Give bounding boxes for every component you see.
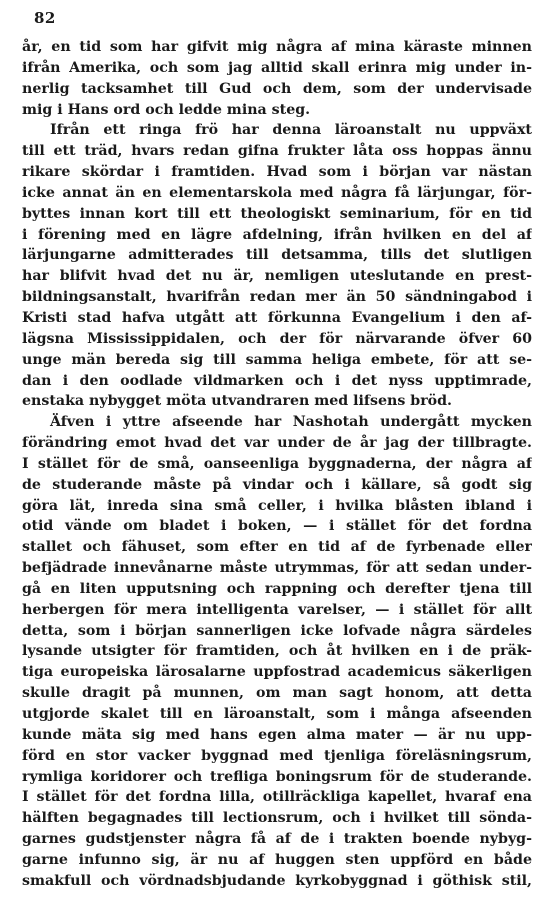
text-line: hälften begagnades till lectionsrum, och i hvilket till sönda- — [22, 810, 532, 827]
text-line: har blifvit hvad det nu är, nemligen uteslutande en prest- — [22, 268, 532, 285]
text-line: kunde mäta sig med hans egen alma mater — är nu upp- — [22, 726, 532, 743]
text-line: rymliga koridorer och trefliga boningsrum för de studerande. — [22, 768, 532, 785]
text-line: byttes innan kort till ett theologiskt seminarium, för en tid — [22, 205, 532, 222]
text-line: lärjungarne admitterades till detsamma, tills det slutligen — [22, 247, 532, 264]
text-line: enstaka nybygget möta utvandraren med lifsens bröd. — [22, 393, 452, 410]
text-line: garne infunno sig, är nu af huggen sten uppförd en både — [22, 851, 532, 868]
text-line: förd en stor vacker byggnad med tjenliga föreläsningsrum, — [22, 747, 532, 764]
text-line: Ifrån ett ringa frö har denna läroanstalt nu uppväxt — [50, 122, 532, 139]
text-line: icke annat än en elementarskola med några få lärjungar, för- — [22, 184, 532, 201]
text-line: I stället för det fordna lilla, otillräckliga kapellet, hvaraf ena — [22, 789, 532, 806]
text-line: år, en tid som har gifvit mig några af mina käraste minnen — [22, 39, 532, 55]
text-line: förändring emot hvad det var under de år jag der tillbragte. — [22, 435, 532, 452]
text-line: ifrån Amerika, och som jag alltid skall erinra mig under in- — [22, 59, 532, 76]
text-line: utgjorde skalet till en läroanstalt, som i många afseenden — [22, 706, 532, 722]
text-line: stallet och fähuset, som efter en tid af de fyrbenade eller — [22, 539, 532, 556]
text-line: göra lät, inreda sina små celler, i hvilka blåsten ibland i — [22, 497, 532, 514]
text-line: gå en liten upputsning och rappning och derefter tjena till — [22, 580, 532, 597]
text-line: garnes gudstjenster några få af de i trakten boende nybyg- — [22, 831, 532, 848]
text-line: nerlig tacksamhet till Gud och dem, som der undervisade — [22, 80, 532, 97]
text-line: Kristi stad hafva utgått att förkunna Evangelium i den af- — [22, 309, 532, 326]
text-line: I stället för de små, oanseenliga byggnaderna, der några af — [22, 455, 532, 472]
text-line: rikare skördar i framtiden. Hvad som i början var nästan — [22, 164, 532, 181]
text-line: unge män bereda sig till samma heliga embete, för att se- — [22, 351, 532, 368]
text-line: otid vände om bladet i boken, — i stället för det fordna — [22, 518, 532, 535]
text-line: herbergen för mera intelligenta varelser, — i stället för allt — [22, 601, 532, 618]
text-line: bildningsanstalt, hvarifrån redan mer än 50 sändningabod i — [22, 289, 532, 306]
text-line: detta, som i början sannerligen icke lofvade några särdeles — [22, 622, 532, 639]
text-line: mig i Hans ord och ledde mina steg. — [22, 101, 311, 118]
text-line: Äfven i yttre afseende har Nashotah undergått mycken — [50, 414, 532, 431]
body-text — [22, 37, 532, 892]
text-line: i förening med en lägre afdelning, ifrån hvilken en del af — [22, 226, 532, 243]
text-line: till ett träd, hvars redan gifna frukter låta oss hoppas ännu — [22, 143, 532, 160]
text-line: befjädrade innevånarne måste utrymmas, för att sedan under- — [22, 560, 532, 577]
text-line: de studerande måste på vindar och i källare, så godt sig — [22, 476, 532, 493]
text-line: lysande utsigter för framtiden, och åt hvilken en i de präk- — [22, 643, 532, 660]
text-line: tiga europeiska lärosalarne uppfostrad academicus säkerligen — [22, 664, 532, 681]
text-line: skulle dragit på munnen, om man sagt honom, att detta — [22, 685, 532, 702]
text-line: lägsna Mississippidalen, och der för närvarande öfver 60 — [22, 330, 532, 347]
page-number: 82 — [34, 9, 56, 27]
text-line: dan i den oodlade vildmarken och i det nyss upptimrade, — [22, 372, 532, 389]
text-line: smakfull och vördnadsbjudande kyrkobyggnad i göthisk stil, — [22, 872, 532, 889]
